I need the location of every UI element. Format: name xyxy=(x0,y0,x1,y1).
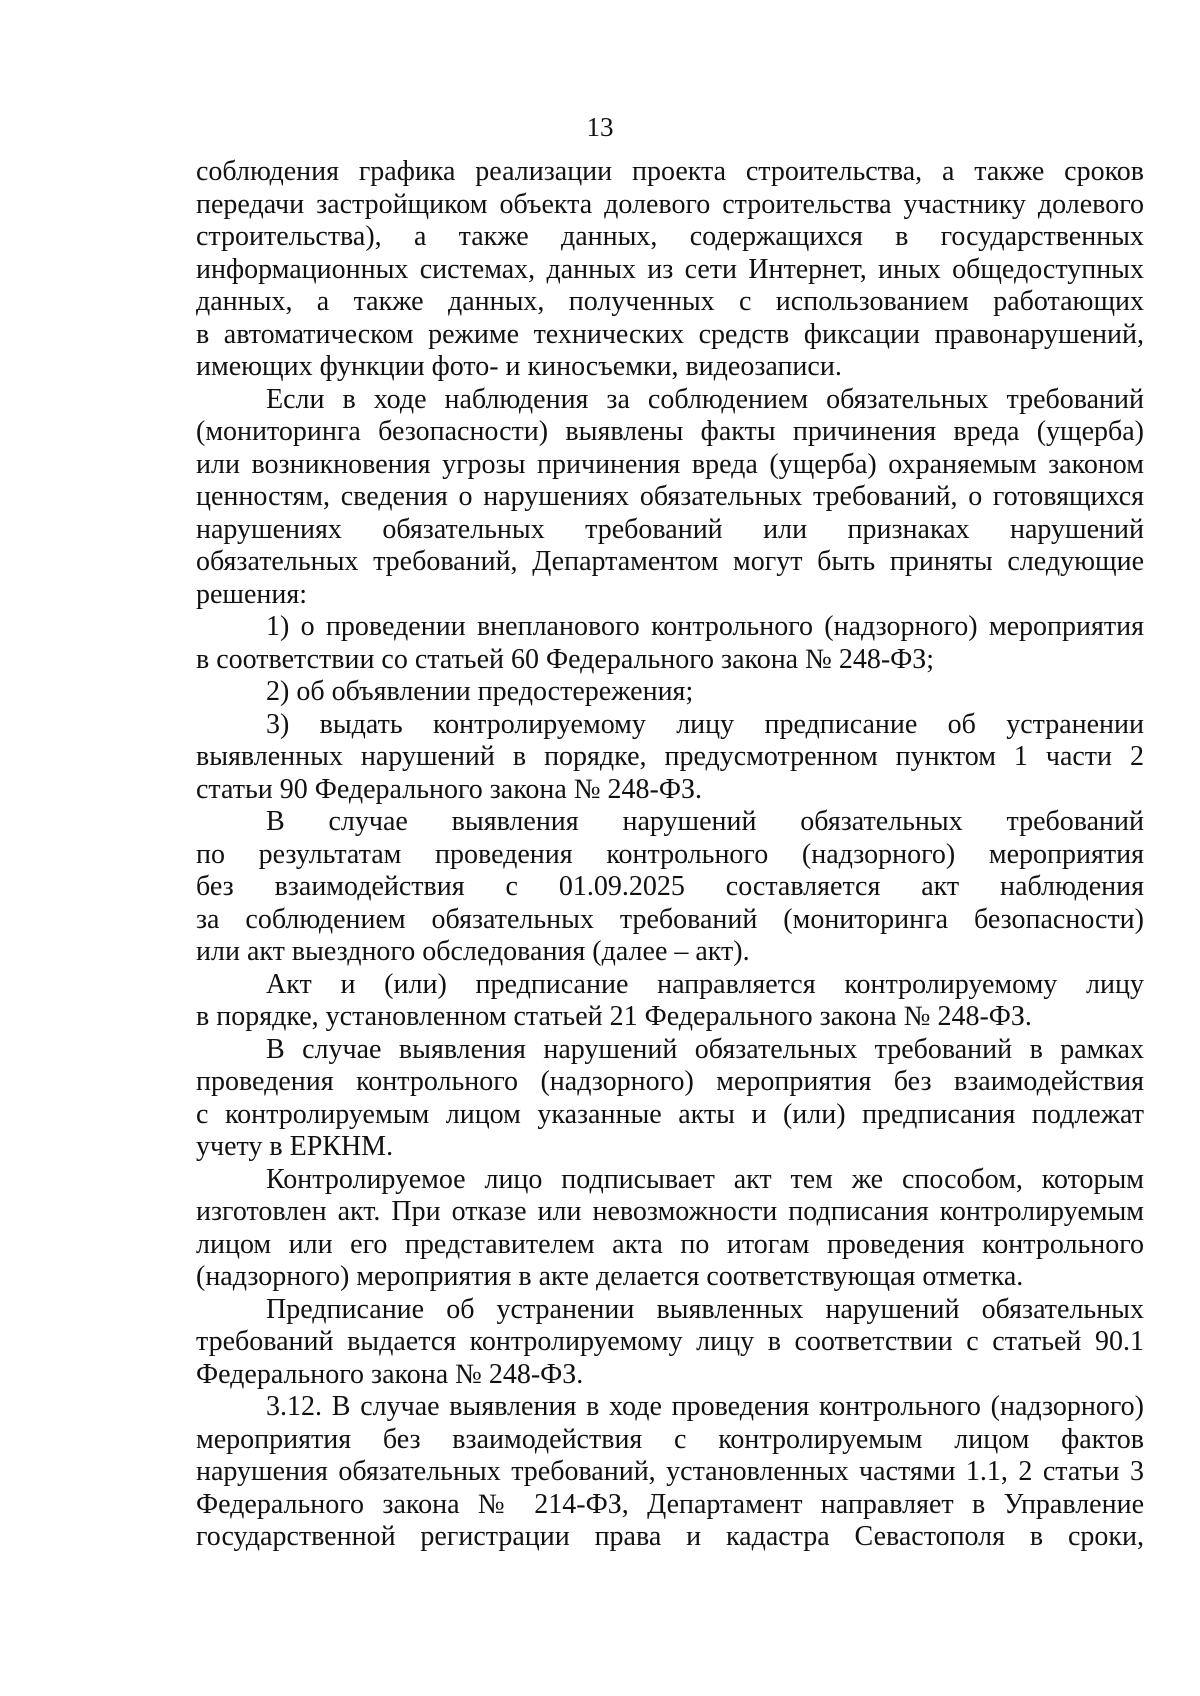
text-line: статьи 90 Федерального закона № 248-ФЗ. xyxy=(196,773,703,805)
text-line: или возникновения угрозы причинения вреда (ущерба) охраняемым законом xyxy=(196,448,1144,480)
text-line: решения: xyxy=(196,578,308,610)
text-line: имеющих функции фото- и киносъемки, видеозаписи. xyxy=(196,351,842,382)
text-line: Акт и (или) предписание направляется контролируемому лицу xyxy=(266,968,1144,1000)
text-line: в соответствии со статьей 60 Федерального закона № 248-ФЗ; xyxy=(196,643,935,675)
text-line: В случае выявления нарушений обязательных требований xyxy=(266,806,1144,837)
text-line: Контролируемое лицо подписывает акт тем же способом, которым xyxy=(266,1163,1144,1195)
text-line: лицом или его представителем акта по итогам проведения контрольного xyxy=(196,1228,1144,1260)
text-line: Предписание об устранении выявленных нарушений обязательных xyxy=(266,1293,1144,1325)
text-line: в порядке, установленном статьей 21 Федерального закона № 248-ФЗ. xyxy=(196,1001,1032,1032)
text-line: проведения контрольного (надзорного) мероприятия без взаимодействия xyxy=(196,1066,1144,1097)
text-line: по результатам проведения контрольного (надзорного) мероприятия xyxy=(196,838,1144,870)
text-line: в автоматическом режиме технических средств фиксации правонарушений, xyxy=(196,318,1144,350)
text-line: Если в ходе наблюдения за соблюдением обязательных требований xyxy=(266,383,1144,415)
text-line: информационных системах, данных из сети Интернет, иных общедоступных xyxy=(196,253,1144,285)
text-line: соблюдения графика реализации проекта строительства, а также сроков xyxy=(196,156,1144,187)
text-line: 3.12. В случае выявления в ходе проведения контрольного (надзорного) xyxy=(266,1391,1144,1422)
text-line: изготовлен акт. При отказе или невозможности подписания контролируемым xyxy=(196,1196,1144,1227)
text-line: нарушениях обязательных требований или признаках нарушений xyxy=(196,513,1144,545)
text-line: Федерального закона № 248-ФЗ. xyxy=(196,1358,584,1390)
text-line: Федерального закона № 214-ФЗ, Департамент направляет в Управление xyxy=(196,1488,1144,1520)
text-line: строительства), а также данных, содержащихся в государственных xyxy=(196,221,1144,252)
text-line: передачи застройщиком объекта долевого строительства участнику долевого xyxy=(196,188,1144,220)
text-line: государственной регистрации права и кадастра Севастополя в сроки, xyxy=(196,1521,1144,1552)
text-line: обязательных требований, Департаментом могут быть приняты следующие xyxy=(196,546,1144,577)
text-line: без взаимодействия с 01.09.2025 составляется акт наблюдения xyxy=(196,871,1144,902)
text-line: (надзорного) мероприятия в акте делается соответствующая отметка. xyxy=(196,1261,1024,1292)
text-line: за соблюдением обязательных требований (мониторинга безопасности) xyxy=(196,903,1144,935)
text-line: 2) об объявлении предостережения; xyxy=(266,676,694,707)
text-line: ценностям, сведения о нарушениях обязательных требований, о готовящихся xyxy=(196,481,1144,512)
text-line: или акт выездного обследования (далее – акт). xyxy=(196,936,750,967)
text-line: (мониторинга безопасности) выявлены факты причинения вреда (ущерба) xyxy=(196,416,1144,447)
text-line: данных, а также данных, полученных с использованием работающих xyxy=(196,286,1144,317)
document-body xyxy=(196,156,1144,1554)
text-line: требований выдается контролируемому лицу в соответствии с статьей 90.1 xyxy=(196,1326,1144,1357)
text-line: 3) выдать контролируемому лицу предписание об устранении xyxy=(266,708,1144,740)
text-line: В случае выявления нарушений обязательных требований в рамках xyxy=(266,1033,1144,1065)
page-number: 13 xyxy=(586,112,614,142)
text-line: учету в ЕРКНМ. xyxy=(196,1131,394,1162)
text-line: с контролируемым лицом указанные акты и (или) предписания подлежат xyxy=(196,1098,1144,1130)
text-line: выявленных нарушений в порядке, предусмотренном пунктом 1 части 2 xyxy=(196,741,1144,772)
text-line: мероприятия без взаимодействия с контролируемым лицом фактов xyxy=(196,1423,1144,1455)
text-line: 1) о проведении внепланового контрольного (надзорного) мероприятия xyxy=(266,611,1144,642)
text-line: нарушения обязательных требований, установленных частями 1.1, 2 статьи 3 xyxy=(196,1456,1144,1487)
